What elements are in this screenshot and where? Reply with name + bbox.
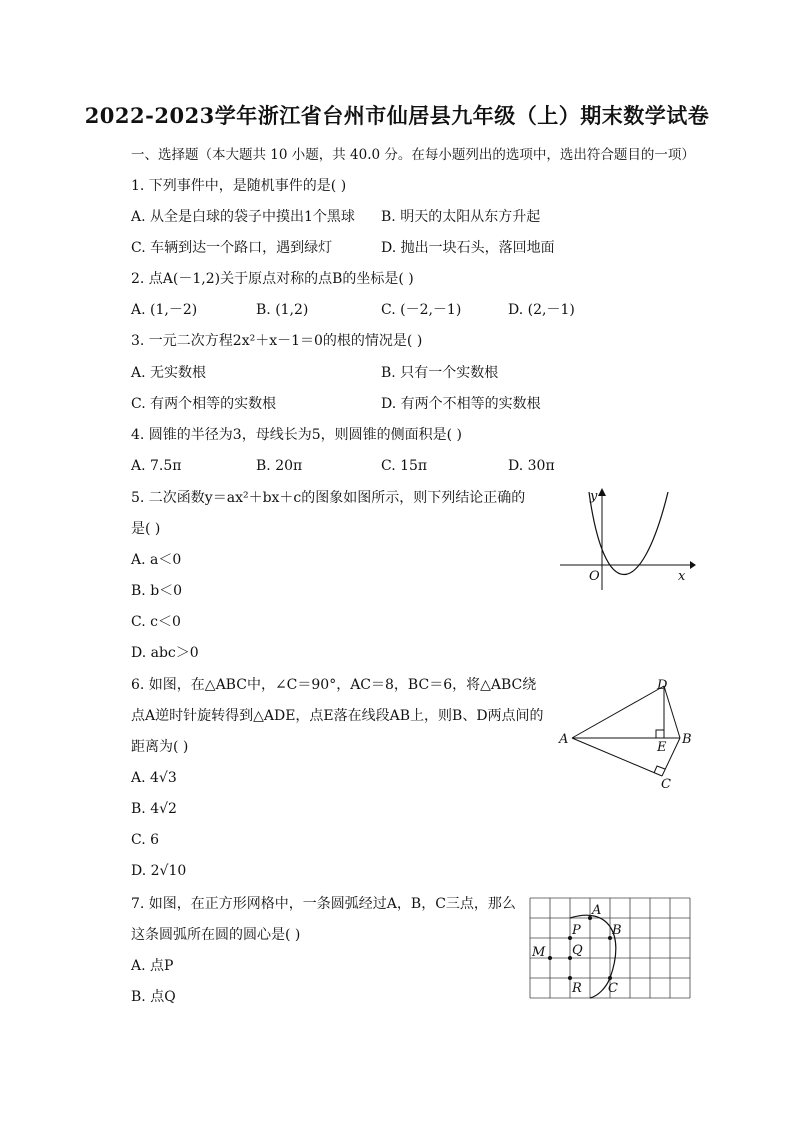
q5-origin-label: O	[589, 569, 600, 584]
q1-option-a: A. 从全是白球的袋子中摸出1个黑球	[131, 209, 355, 225]
q7-point-c	[608, 976, 612, 980]
q7-point-m	[548, 956, 552, 960]
section-heading: 一、选择题（本大题共 10 小题，共 40.0 分。在每小题列出的选项中，选出符合题目的一项）	[131, 147, 695, 163]
q3-option-a: A. 无实数根	[131, 365, 207, 381]
q7-label-m: M	[532, 945, 546, 960]
q6-label-c: C	[661, 777, 671, 792]
q6-label-d: D	[657, 678, 668, 693]
q6-label-b: B	[682, 732, 692, 747]
q6-label-a: A	[559, 732, 569, 747]
q2-option-b: B. (1,2)	[256, 302, 309, 318]
q1-option-d: D. 抛出一块石头，落回地面	[381, 240, 555, 256]
q2-option-d: D. (2,－1)	[508, 302, 575, 318]
q4-option-a: A. 7.5π	[131, 458, 182, 474]
q6-option-b: B. 4√2	[131, 801, 177, 817]
q5-option-d: D. abc＞0	[131, 645, 199, 661]
q4-option-b: B. 20π	[256, 458, 303, 474]
q6-right-angle-c	[654, 766, 665, 773]
q5-option-a: A. a＜0	[131, 552, 182, 568]
q3-option-c: C. 有两个相等的实数根	[131, 396, 277, 412]
q6-stem-line1: 6. 如图，在△ABC中，∠C＝90°，AC＝8，BC＝6，将△ABC绕	[131, 677, 537, 693]
q7-label-r: R	[572, 981, 582, 996]
q7-option-b: B. 点Q	[131, 989, 176, 1005]
q6-segment-db	[664, 686, 680, 738]
q7-label-b: B	[612, 923, 622, 938]
q6-segment-ac	[572, 738, 662, 776]
q6-option-d: D. 2√10	[131, 863, 187, 879]
q7-label-a: A	[592, 903, 602, 918]
q5-y-label: y	[590, 489, 598, 504]
q5-parabola-curve	[589, 492, 668, 575]
q1-stem: 1. 下列事件中，是随机事件的是( )	[131, 178, 347, 194]
q6-option-a: A. 4√3	[131, 770, 177, 786]
q2-option-a: A. (1,－2)	[131, 302, 198, 318]
q7-option-a: A. 点P	[131, 958, 174, 974]
q6-stem-line3: 距离为( )	[131, 739, 189, 755]
q3-option-b: B. 只有一个实数根	[381, 365, 499, 381]
q5-x-arrow	[690, 561, 696, 569]
q6-stem-line2: 点A逆时针旋转得到△ADE，点E落在线段AB上，则B、D两点间的	[131, 708, 544, 724]
q7-grid-figure	[528, 896, 692, 1000]
q6-segment-ad	[572, 686, 664, 738]
q5-parabola-figure	[556, 484, 696, 592]
q6-option-c: C. 6	[131, 832, 160, 848]
q6-right-angle-e	[656, 730, 664, 738]
q5-y-arrow	[598, 488, 606, 496]
q7-label-c: C	[608, 981, 618, 996]
q3-option-d: D. 有两个不相等的实数根	[381, 396, 541, 412]
q1-option-b: B. 明天的太阳从东方升起	[381, 209, 541, 225]
q5-option-b: B. b＜0	[131, 583, 183, 599]
q5-option-c: C. c＜0	[131, 614, 181, 630]
q7-stem-line2: 这条圆弧所在圆的圆心是( )	[131, 927, 301, 943]
q7-point-r	[568, 976, 572, 980]
q4-option-d: D. 30π	[508, 458, 555, 474]
q5-stem-line1: 5. 二次函数y＝ax²＋bx＋c的图象如图所示，则下列结论正确的	[131, 490, 526, 506]
q4-stem: 4. 圆锥的半径为3，母线长为5，则圆锥的侧面积是( )	[131, 427, 462, 443]
q3-stem: 3. 一元二次方程2x²＋x－1＝0的根的情况是( )	[131, 333, 423, 349]
q5-x-label: x	[678, 569, 686, 584]
q6-triangle-figure	[556, 676, 696, 792]
q7-label-p: P	[572, 923, 581, 938]
exam-title: 2022-2023学年浙江省台州市仙居县九年级（上）期末数学试卷	[84, 103, 710, 128]
q2-stem: 2. 点A(－1,2)关于原点对称的点B的坐标是( )	[131, 271, 414, 287]
q4-option-c: C. 15π	[381, 458, 428, 474]
q2-option-c: C. (－2,－1)	[381, 302, 462, 318]
q5-stem-line2: 是( )	[131, 521, 161, 537]
q7-label-q: Q	[572, 943, 583, 958]
q1-option-c: C. 车辆到达一个路口，遇到绿灯	[131, 240, 333, 256]
q6-label-e: E	[657, 740, 667, 755]
q7-stem-line1: 7. 如图，在正方形网格中，一条圆弧经过A，B，C三点，那么	[131, 896, 516, 912]
